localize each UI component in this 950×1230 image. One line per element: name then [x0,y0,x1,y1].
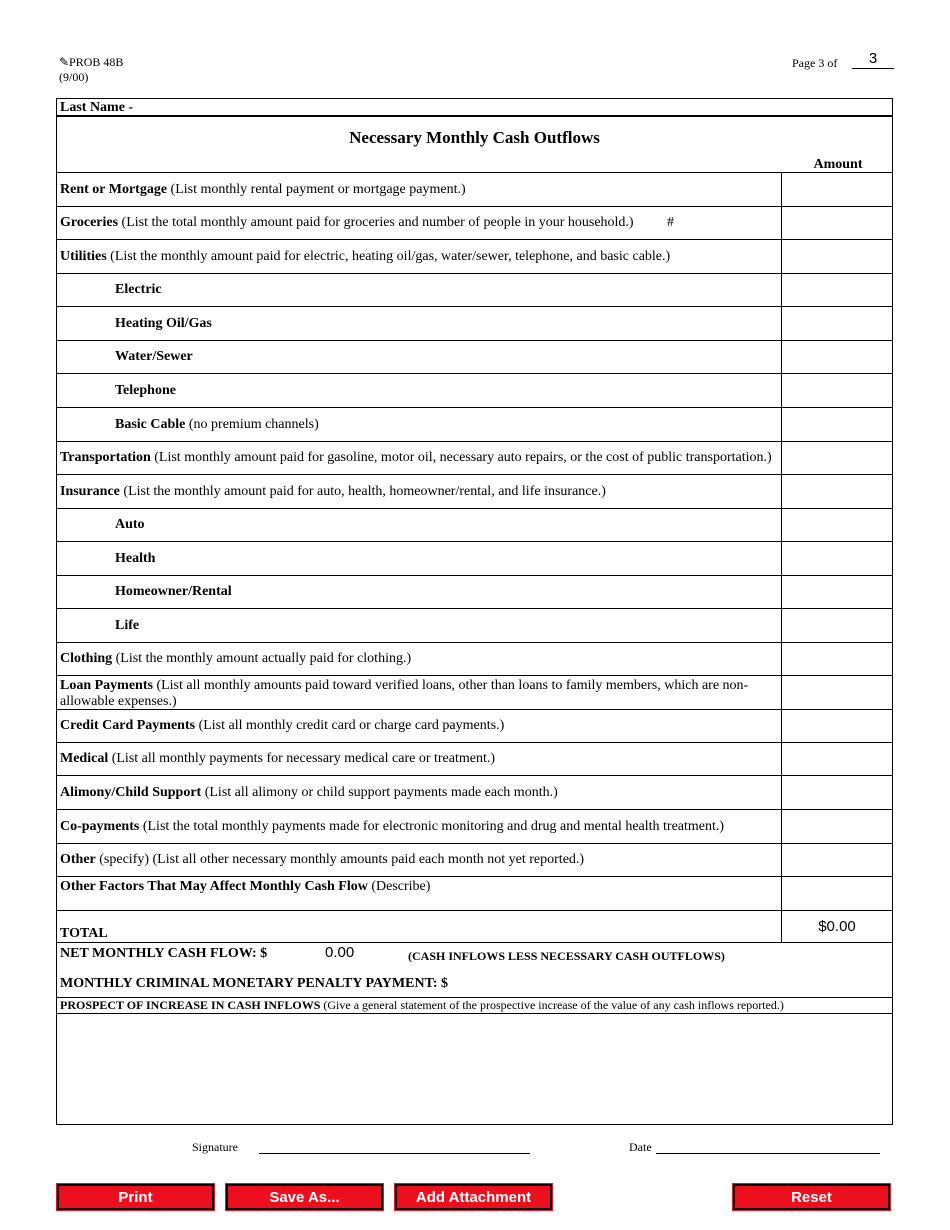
row-label [115,609,777,642]
prospect-increase-label [57,997,892,1014]
net-cash-flow-note: (CASH INFLOWS LESS NECESSARY CASH OUTFLOWS) [408,949,725,963]
amount-field[interactable] [781,509,892,541]
row-label-bold: TOTAL [60,926,108,941]
table-row [57,675,892,709]
table-row [57,809,892,843]
row-label [60,240,777,273]
row-label-bold: Rent or Mortgage [60,181,168,197]
table-row [57,206,892,239]
row-label-text: (List monthly rental payment or mortgage payment.) [167,181,466,197]
table-row [57,575,892,608]
table-row [57,373,892,407]
form-identifier [59,55,123,85]
table-row [57,306,892,340]
table-row [57,608,892,642]
prospect-textarea[interactable] [58,1015,891,1123]
page-total-field[interactable]: 3 [852,50,894,69]
row-label [60,207,777,239]
row-label [60,643,777,675]
row-label-bold: Life [115,617,140,633]
amount-field[interactable] [781,240,892,273]
row-label-text: (List all monthly credit card or charge card payments.) [195,718,505,733]
amount-field[interactable] [781,844,892,876]
net-cash-flow-value[interactable]: 0.00 [325,944,355,961]
row-label [115,274,777,306]
table-row [57,642,892,675]
row-label [115,307,777,340]
reset-button[interactable]: Reset [733,1184,890,1210]
row-label [60,710,777,742]
signature-label: Signature [192,1140,238,1154]
amount-field[interactable]: $0.00 [781,911,892,942]
table-row [57,172,892,206]
amount-field[interactable] [781,374,892,407]
row-label-bold: Utilities [60,248,107,264]
amount-field[interactable] [781,408,892,441]
row-label [115,542,777,575]
amount-field[interactable] [781,643,892,675]
row-label-text: (List the total monthly amount paid for groceries and number of people in your household.) [118,215,634,230]
amount-field[interactable] [781,576,892,608]
row-label-bold: Transportation [60,450,151,465]
amount-field[interactable] [781,307,892,340]
row-label-bold: Co-payments [60,818,140,834]
row-label-bold: Homeowner/Rental [115,584,232,599]
last-name-field[interactable]: Last Name - [57,99,892,117]
amount-field[interactable] [781,173,892,206]
amount-field[interactable] [781,341,892,373]
table-row [57,775,892,809]
row-label [60,743,777,775]
table-row [57,474,892,508]
table-row [57,843,892,876]
row-label-bold: Groceries [60,215,119,230]
form-date: (9/00) [59,70,89,84]
row-label-text: (List the monthly amount paid for auto, health, homeowner/rental, and life insurance.) [119,483,606,499]
row-label-text: (specify) (List all other necessary monthly amounts paid each month not yet reported.) [95,852,585,867]
row-label-text: (List all monthly amounts paid toward verified loans, other than loans to family members, which are non-allowable expenses.) [60,678,749,709]
row-label [60,442,777,474]
row-label [115,341,777,373]
amount-field[interactable] [781,776,892,809]
row-label-text: (no premium channels) [185,416,319,432]
row-label [115,509,777,541]
table-row [57,407,892,441]
row-label [60,877,777,912]
household-count-marker: # [667,215,674,230]
table-row [57,508,892,541]
row-label [115,374,777,407]
amount-field[interactable] [781,810,892,843]
table-row [57,340,892,373]
row-label-bold: Water/Sewer [115,349,193,364]
row-label [115,576,777,608]
amount-field[interactable] [781,207,892,239]
save-as-button[interactable]: Save As... [226,1184,383,1210]
row-label [60,676,777,711]
table-row [57,876,892,910]
table-row [57,709,892,742]
row-label-text: (List all monthly payments for necessary medical care or treatment.) [108,751,496,766]
row-label-bold: Auto [115,517,145,532]
row-label-text: (List all alimony or child support payments made each month.) [201,784,558,800]
row-label [115,408,777,441]
table-bottom-rule [57,942,892,943]
row-label-bold: Basic Cable [115,416,186,432]
row-label [60,844,777,876]
row-label-text: (List monthly amount paid for gasoline, motor oil, necessary auto repairs, or the cost of public transportation.) [150,450,772,465]
amount-field[interactable] [781,743,892,775]
prospect-bold: PROSPECT OF INCREASE IN CASH INFLOWS [60,998,321,1012]
row-label-text: (List the monthly amount actually paid for clothing.) [112,651,412,666]
amount-column-header: Amount [813,157,863,172]
table-row [57,910,892,942]
amount-field[interactable] [781,676,892,709]
row-label-bold: Heating Oil/Gas [115,315,212,331]
row-label-bold: Insurance [60,483,120,499]
row-label-bold: Other Factors That May Affect Monthly Cash Flow [60,879,368,894]
row-label-bold: Electric [115,282,162,297]
table-row [57,441,892,474]
prospect-text: (Give a general statement of the prospective increase of the value of any cash inflows reported.) [320,998,784,1012]
table-row [57,239,892,273]
amount-field[interactable] [781,542,892,575]
row-label-bold: Clothing [60,651,113,666]
amount-field[interactable] [781,442,892,474]
row-label [60,810,777,843]
row-label-bold: Medical [60,751,109,766]
amount-field[interactable] [781,877,892,910]
amount-field[interactable] [781,475,892,508]
row-label [60,776,777,809]
print-button[interactable]: Print [57,1184,214,1210]
amount-field[interactable] [781,274,892,306]
page-label: Page 3 of [792,56,838,70]
date-field[interactable] [656,1153,880,1154]
table-row [57,273,892,306]
page-title: Necessary Monthly Cash Outflows [349,128,600,147]
add-attachment-button[interactable]: Add Attachment [395,1184,552,1210]
net-cash-flow-label: NET MONTHLY CASH FLOW: $ [60,946,268,961]
form-id: ✎PROB 48B [59,55,124,69]
row-label-text: (List the monthly amount paid for electric, heating oil/gas, water/sewer, telephone, and basic cable.) [106,248,671,264]
table-row [57,541,892,575]
date-label: Date [629,1140,652,1154]
row-label [60,173,777,206]
row-label-bold: Telephone [115,382,176,398]
amount-field[interactable] [781,710,892,742]
row-label-bold: Other [60,852,96,867]
row-label [60,475,777,508]
row-label-text: (Describe) [367,879,431,894]
row-label-bold: Alimony/Child Support [60,784,202,800]
table-row [57,742,892,775]
row-label-text: (List the total monthly payments made for electronic monitoring and drug and mental health treatment.) [139,818,725,834]
row-label-bold: Health [115,550,156,566]
penalty-payment-label: MONTHLY CRIMINAL MONETARY PENALTY PAYMENT: $ [60,976,449,991]
amount-field[interactable] [781,609,892,642]
signature-field[interactable] [259,1153,530,1154]
row-label-bold: Loan Payments [60,678,153,693]
row-label-bold: Credit Card Payments [60,718,196,733]
